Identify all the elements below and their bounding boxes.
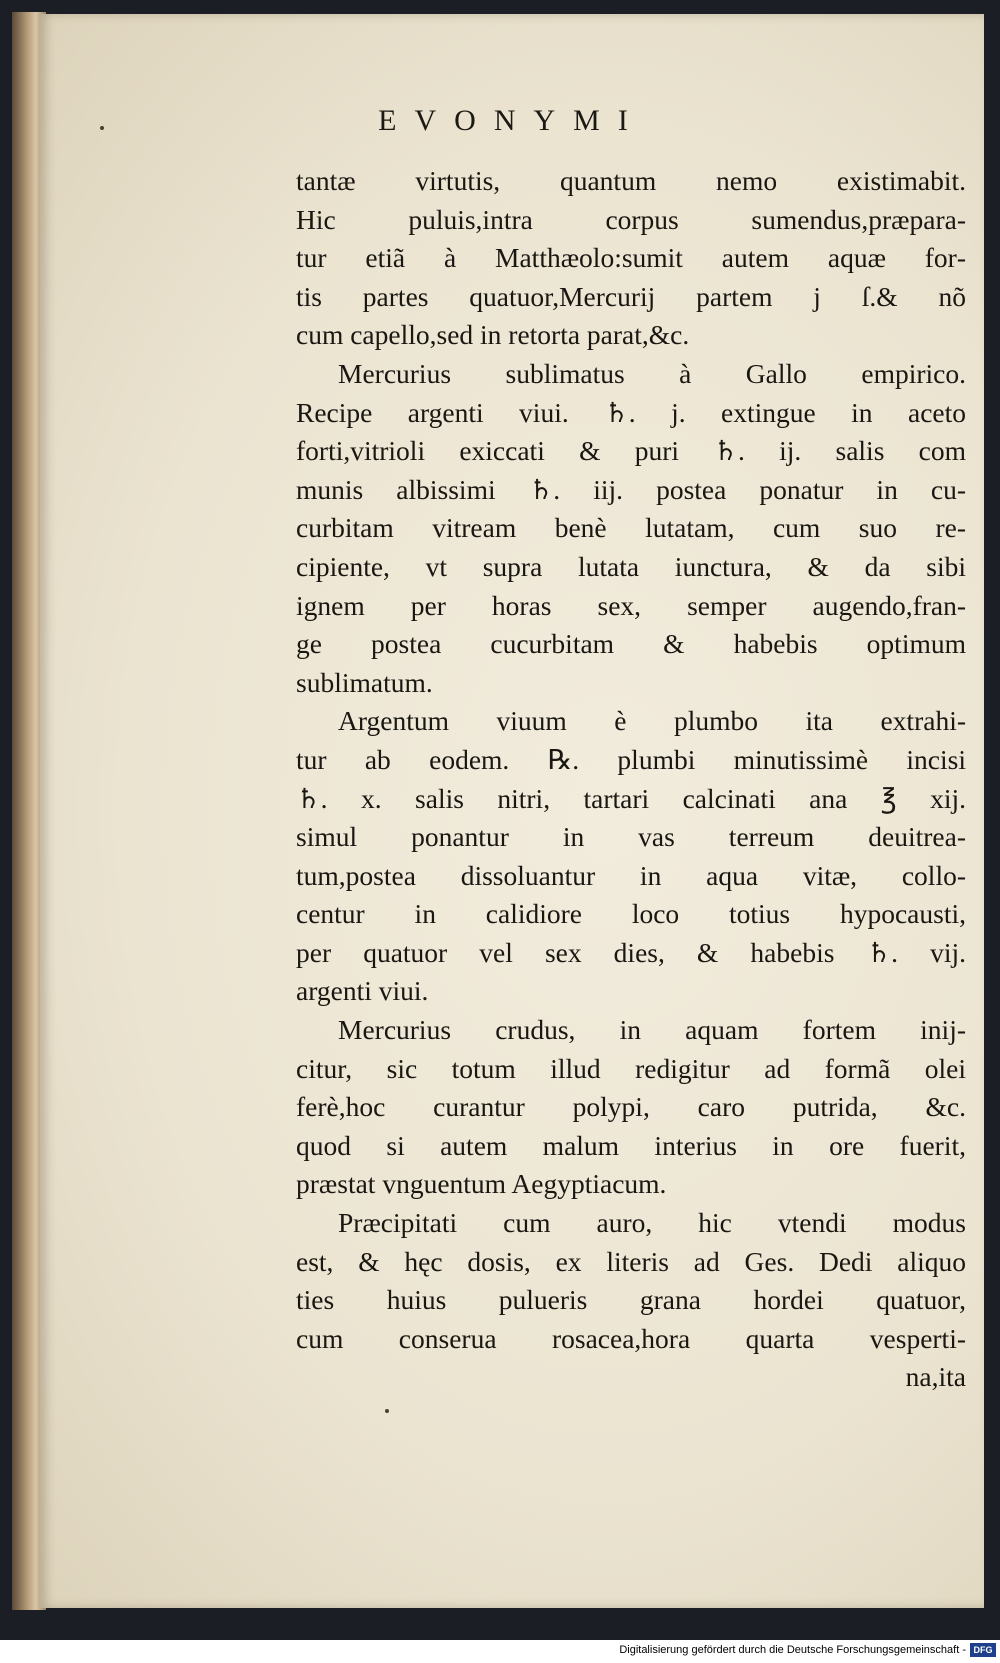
paper-speck	[385, 1409, 389, 1413]
text-line: ferè,hoc curantur polypi, caro putrida, &c.	[296, 1091, 966, 1123]
text-line: centur in calidiore loco totius hypocausti,	[296, 898, 966, 930]
text-line: ties huius pulueris grana hordei quatuor,	[296, 1284, 966, 1316]
text-line: Hic puluis,intra corpus sumendus,præpara‑	[296, 203, 966, 235]
text-line: ge postea cucurbitam & habebis optimum	[296, 628, 966, 660]
text-line: sublimatum.	[296, 666, 433, 698]
text-line: na,ita	[905, 1361, 966, 1393]
text-line: cipiente, vt supra lutata iunctura, & da sibi	[296, 550, 966, 582]
text-line: tum,postea dissoluantur in aqua vitæ, collo‑	[296, 859, 966, 891]
book-page	[40, 14, 984, 1608]
text-line: tis partes quatuor,Mercurij partem j ſ.& nõ	[296, 280, 966, 312]
dfg-logo: DFG	[970, 1643, 996, 1657]
text-line: Mercurius crudus, in aquam fortem inij‑	[338, 1014, 966, 1046]
text-line: Recipe argenti viui. ♄. j. extingue in aceto	[296, 396, 966, 428]
text-line: Argentum viuum è plumbo ita extrahi‑	[338, 705, 966, 737]
body-text	[296, 162, 966, 1397]
text-line: cum conserua rosacea,hora quarta vesperti‑	[296, 1322, 966, 1354]
text-line: citur, sic totum illud redigitur ad formã olei	[296, 1052, 966, 1084]
digitization-credit: Digitalisierung gefördert durch die Deutsche Forschungsgemeinschaft -	[619, 1644, 966, 1656]
text-line: ignem per horas sex, semper augendo,fran‑	[296, 589, 966, 621]
text-line: per quatuor vel sex dies, & habebis ♄. vij.	[296, 936, 966, 968]
text-line: tantæ virtutis, quantum nemo existimabit.	[296, 165, 966, 196]
text-line: quod si autem malum interius in ore fuerit,	[296, 1129, 966, 1161]
text-line: curbitam vitream benè lutatam, cum suo re‑	[296, 512, 966, 544]
text-line: Præcipitati cum auro, hic vtendi modus	[338, 1207, 966, 1239]
text-line: cum capello,sed in retorta parat,&c.	[296, 319, 690, 351]
footer-strip	[0, 1640, 1000, 1663]
text-line: est, & hęc dosis, ex literis ad Ges. Dedi aliquo	[296, 1245, 966, 1277]
text-line: ♄. x. salis nitri, tartari calcinati ana ℥ xij.	[296, 782, 966, 814]
text-line: munis albissimi ♄. iij. postea ponatur in cu‑	[296, 473, 966, 505]
text-line: tur etiã à Matthæolo:sumit autem aquæ for‑	[296, 242, 966, 274]
running-header: EVONYMI	[378, 104, 646, 137]
text-line: argenti viui.	[296, 975, 429, 1007]
text-line: præstat vnguentum Aegyptiacum.	[296, 1168, 667, 1200]
text-line: forti,vitrioli exiccati & puri ♄. ij. salis com	[296, 435, 966, 467]
text-line: Mercurius sublimatus à Gallo empirico.	[338, 357, 966, 389]
text-line: simul ponantur in vas terreum deuitrea‑	[296, 821, 966, 853]
text-line: tur ab eodem. ℞. plumbi minutissimè incisi	[296, 743, 966, 775]
